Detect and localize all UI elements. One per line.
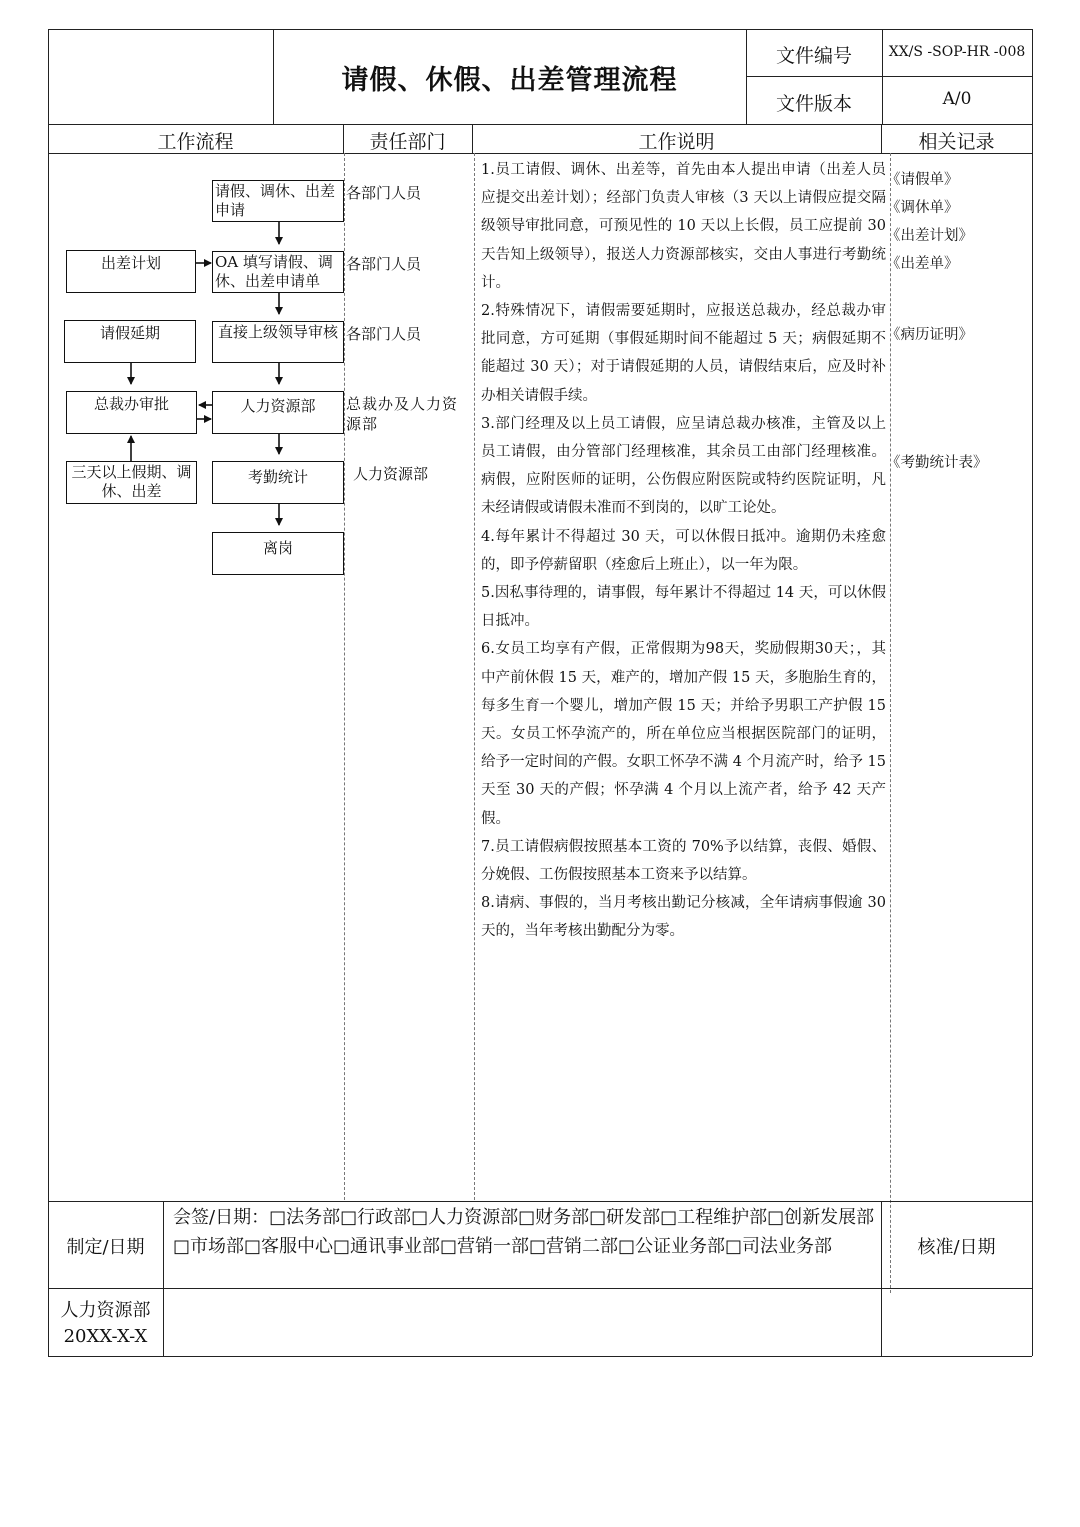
work-description — [481, 156, 886, 946]
dept-supervisor: 各部门人员 — [346, 325, 422, 343]
flow-box-leave-post: 离岗 — [212, 532, 344, 575]
description-item: 3.部门经理及以上员工请假，应呈请总裁办核准，主管及以上员工请假，由分管部门经理核准，其余员工由部门经理核准。病假，应附医师的证明，公伤假应附医院或特约医院证明，凡未经请假或请假未准而不到岗的，以旷工论处。 — [481, 415, 886, 517]
description-item: 7.员工请假病假按照基本工资的 70%予以结算，丧假、婚假、分娩假、工伤假按照基本工资来予以结算。 — [481, 838, 886, 884]
approve-date-label: 核准/日期 — [917, 1237, 996, 1258]
record-leave-form: 《请假单》 — [886, 172, 959, 188]
dept-apply: 各部门人员 — [346, 184, 422, 202]
record-medical-certificate: 《病历证明》 — [886, 327, 973, 343]
col-header-department: 责任部门 — [369, 131, 446, 153]
doc-number-value: XX/S -SOP-HR -008 — [888, 44, 1026, 60]
flow-box-ceo-approval: 总裁办审批 — [66, 391, 197, 434]
flow-box-oa-form: OA 填写请假、调休、出差申请单 — [212, 251, 344, 293]
maker-department: 人力资源部 — [60, 1300, 151, 1321]
description-item: 4.每年累计不得超过 30 天，可以休假日抵冲。逾期仍未痊愈的，即予停薪留职（痊愈后上班止），以一年为限。 — [481, 528, 886, 573]
flow-box-over-three-days: 三天以上假期、调休、出差 — [66, 461, 197, 504]
doc-number-label: 文件编号 — [775, 45, 852, 67]
flow-box-trip-plan: 出差计划 — [66, 250, 196, 293]
col-header-description: 工作说明 — [638, 131, 715, 153]
col-header-records: 相关记录 — [918, 131, 995, 153]
dept-oa-form: 各部门人员 — [346, 255, 422, 273]
description-item: 1.员工请假、调休、出差等，首先由本人提出申请（出差人员应提交出差计划）；经部门负责人审核（3 天以上请假应提交隔级领导审批同意，可预见性的 10 天以上长假，员工应提前 30 天告知上级领导），报送人力资源部核实，交由人事进行考勤统计。 — [481, 162, 886, 291]
records-group-1 — [886, 166, 973, 278]
flow-box-leave-extension: 请假延期 — [64, 320, 196, 363]
record-attendance-sheet: 《考勤统计表》 — [886, 455, 988, 471]
page-title: 请假、休假、出差管理流程 — [341, 65, 678, 96]
description-item: 2.特殊情况下，请假需要延期时，应报送总裁办，经总裁办审批同意，方可延期（事假延期时间不能超过 5 天；病假延期不能超过 30 天）；对于请假延期的人员，请假结束后，应及时补办相关请假手续。 — [481, 303, 886, 404]
col-header-workflow: 工作流程 — [157, 131, 234, 153]
dept-hr: 总裁办及人力资源部 — [346, 395, 459, 433]
record-trip-form: 《出差单》 — [886, 256, 959, 272]
doc-version-label: 文件版本 — [775, 93, 852, 115]
record-trip-plan: 《出差计划》 — [886, 228, 973, 244]
doc-version-value: A/0 — [942, 89, 972, 109]
made-date-label: 制定/日期 — [66, 1237, 145, 1258]
record-dayoff-form: 《调休单》 — [886, 200, 959, 216]
description-item: 8.请病、事假的，当月考核出勤记分核减，全年请病事假逾 30 天的，当年考核出勤配分为零。 — [481, 895, 886, 940]
flow-box-attendance: 考勤统计 — [212, 461, 344, 504]
description-item: 6.女员工均享有产假，正常假期为98天，奖励假期30天；，其中产前休假 15 天，难产的，增加产假 15 天，多胞胎生育的，每多生育一个婴儿，增加产假 15 天；并给予男职工产护假 15 天。女员工怀孕流产的，所在单位应当根据医院部门的证明，给予一定时间的产假。女职工怀孕不满 4 个月流产时，给予 15 天至 30 天的产假；怀孕满 4 个月以上流产者，给予 42 天产假。 — [481, 641, 886, 827]
countersign-depts: 会签/日期：□法务部□行政部□人力资源部□财务部□研发部□工程维护部□创新发展部□市场部□客服中心□通讯事业部□营销一部□营销二部□公证业务部□司法业务部 — [173, 1207, 875, 1257]
flow-box-supervisor: 直接上级领导审核 — [212, 321, 344, 363]
maker-date: 20XX-X-X — [63, 1326, 148, 1347]
flow-box-hr: 人力资源部 — [212, 391, 344, 434]
flow-box-apply: 请假、调休、出差申请 — [212, 180, 344, 222]
dept-attendance: 人力资源部 — [353, 465, 429, 483]
description-item: 5.因私事待理的，请事假，每年累计不得超过 14 天，可以休假日抵冲。 — [481, 585, 886, 630]
